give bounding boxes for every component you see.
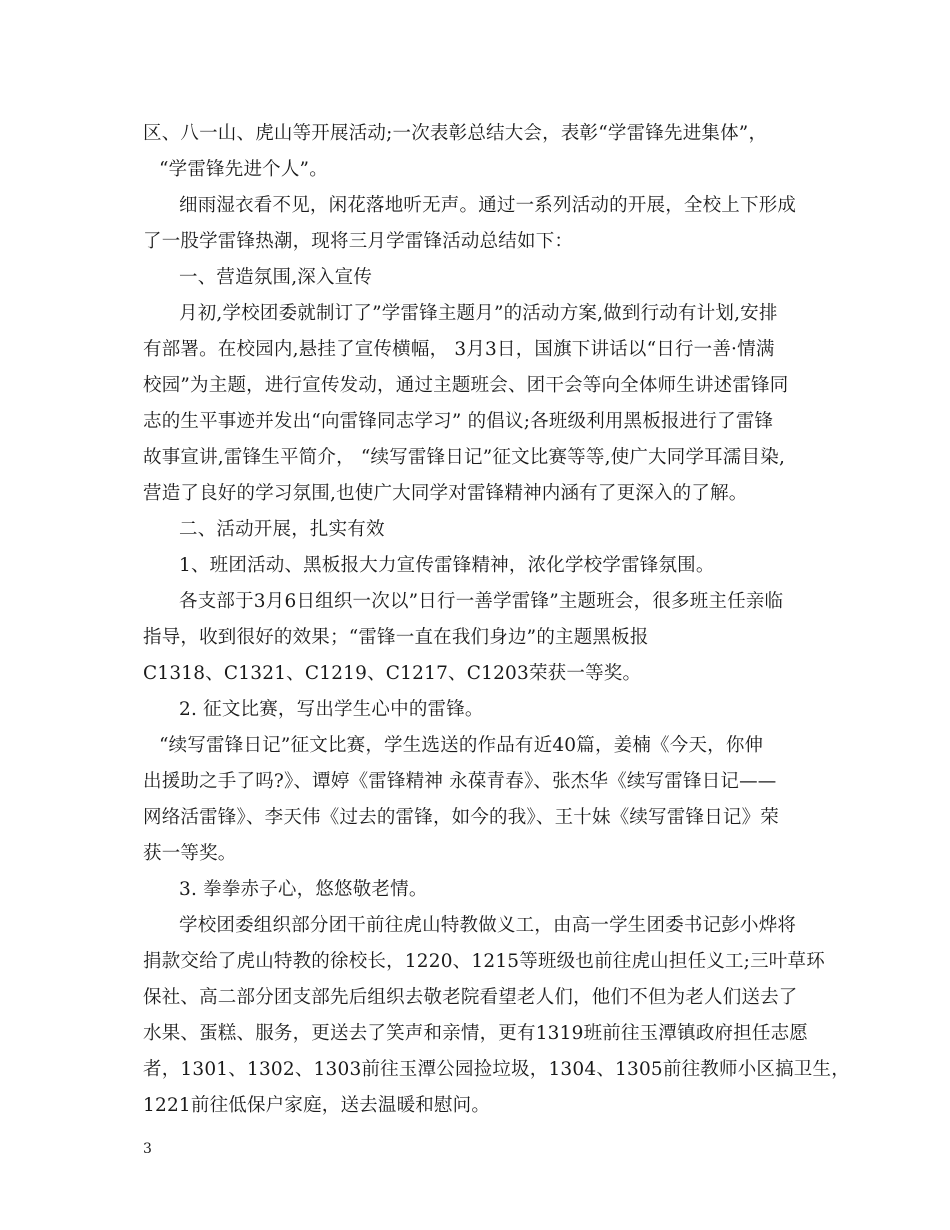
subheading-2: 2. 征文比赛，写出学生心中的雷锋。	[179, 699, 484, 720]
document-body	[143, 116, 850, 1124]
text-line: 出援助之手了吗?》、谭婷《雷锋精神 永葆青春》、张杰华《续写雷锋日记——	[143, 771, 777, 792]
text-line: 故事宣讲,雷锋生平简介， “续写雷锋日记”征文比赛等等,使广大同学耳濡目染,	[143, 447, 786, 468]
paragraph-start: 月初,学校团委就制订了”学雷锋主题月”的活动方案,做到行动有计划,安排	[179, 303, 778, 324]
text-line: 捐款交给了虎山特教的徐校长，1220、1215等班级也前往虎山担任义工;三叶草环	[143, 951, 825, 972]
subheading-3: 3. 拳拳赤子心，悠悠敬老情。	[179, 879, 428, 900]
paragraph-start: “续写雷锋日记”征文比赛，学生选送的作品有近40篇，姜楠《今天，你伸	[159, 735, 764, 756]
text-line: C1318、C1321、C1219、C1217、C1203荣获一等奖。	[143, 663, 642, 684]
text-line: 水果、蛋糕、服务，更送去了笑声和亲情，更有1319班前往玉潭镇政府担任志愿	[143, 1023, 808, 1044]
text-line: 网络活雷锋》、李天伟《过去的雷锋，如今的我》、王十妹《续写雷锋日记》荣	[143, 807, 780, 828]
paragraph-start: 学校团委组织部分团干前往虎山特教做义工，由高一学生团委书记彭小烨将	[179, 915, 797, 936]
text-line: 校园”为主题，进行宣传发动，通过主题班会、团干会等向全体师生讲述雷锋同	[143, 375, 789, 396]
paragraph-start: 各支部于3月6日组织一次以”日行一善学雷锋”主题班会，很多班主任亲临	[179, 591, 784, 612]
text-line: 志的生平事迹并发出“向雷锋同志学习” 的倡议;各班级利用黑板报进行了雷锋	[143, 411, 774, 432]
text-line: 保社、高二部分团支部先后组织去敬老院看望老人们，他们不但为老人们送去了	[143, 987, 798, 1008]
text-line: 营造了良好的学习氛围,也使广大同学对雷锋精神内涵有了更深入的了解。	[143, 483, 748, 504]
page-number: 3	[143, 1141, 152, 1157]
text-line: 了一股学雷锋热潮，现将三月学雷锋活动总结如下：	[143, 231, 574, 252]
text-line: 1221前往低保户家庭，送去温暖和慰问。	[143, 1095, 491, 1116]
section-heading-1: 一、营造氛围,深入宣传	[179, 267, 373, 288]
text-line: “学雷锋先进个人”。	[159, 159, 328, 180]
text-line: 指导，收到很好的效果；“雷锋一直在我们身边”的主题黑板报	[143, 627, 649, 648]
subheading-1: 1、班团活动、黑板报大力宣传雷锋精神，浓化学校学雷锋氛围。	[179, 555, 715, 576]
text-line: 区、八一山、虎山等开展活动;一次表彰总结大会，表彰“学雷锋先进集体”，	[143, 123, 768, 144]
text-line: 获一等奖。	[143, 843, 237, 864]
text-line: 者，1301、1302、1303前往玉潭公园捡垃圾，1304、1305前往教师小区搞卫生，	[143, 1059, 850, 1080]
text-line: 有部署。在校园内,悬挂了宣传横幅， 3月3日，国旗下讲话以“日行一善·情满	[143, 339, 775, 360]
paragraph-start: 细雨湿衣看不见，闲花落地听无声。通过一系列活动的开展，全校上下形成	[179, 195, 797, 216]
section-heading-2: 二、活动开展，扎实有效	[179, 519, 385, 540]
